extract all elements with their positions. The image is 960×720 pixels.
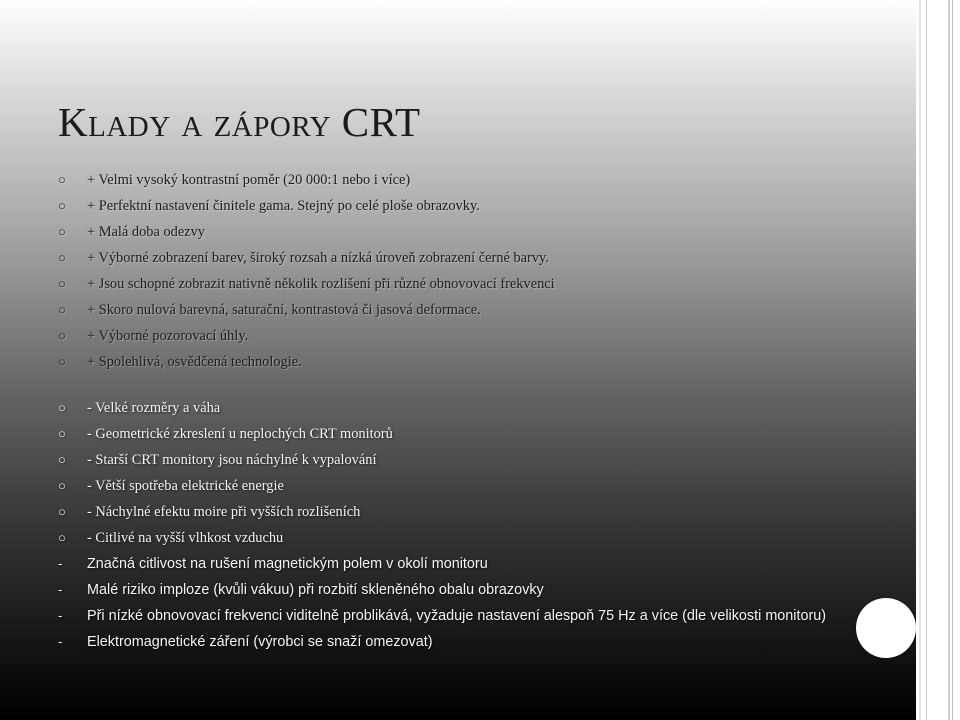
list-item bbox=[58, 555, 838, 573]
bullet-text: + Velmi vysoký kontrastní poměr (20 000:1 nebo i více) bbox=[87, 172, 411, 188]
bullet-marker: ○ bbox=[58, 400, 66, 415]
bullet-text: + Jsou schopné zobrazit nativně několik rozlišení při různé obnovovací frekvenci bbox=[87, 276, 555, 292]
list-item bbox=[58, 301, 838, 319]
bullet-marker: ○ bbox=[58, 276, 66, 291]
bullet-marker: ○ bbox=[58, 172, 66, 187]
bullet-text: + Výborné zobrazení barev, široký rozsah a nízká úroveň zobrazení černé barvy. bbox=[87, 250, 549, 266]
bullet-marker: ○ bbox=[58, 328, 66, 343]
slide-title: Klady a zápory CRT bbox=[58, 99, 421, 145]
bullet-text: - Geometrické zkreslení u neplochých CRT monitorů bbox=[87, 426, 393, 442]
bullet-text: - Starší CRT monitory jsou náchylné k vypalování bbox=[87, 452, 377, 468]
list-item bbox=[58, 399, 838, 417]
bullet-list bbox=[58, 171, 838, 651]
bullet-text: + Skoro nulová barevná, saturační, kontrastová či jasová deformace. bbox=[87, 302, 481, 318]
bullet-text: - Větší spotřeba elektrické energie bbox=[87, 478, 284, 494]
frame-stripe bbox=[919, 0, 921, 720]
list-item bbox=[58, 529, 838, 547]
bullet-marker: - bbox=[58, 608, 63, 623]
bullet-marker: ○ bbox=[58, 354, 66, 369]
bullet-text: Značná citlivost na rušení magnetickým polem v okolí monitoru bbox=[87, 556, 488, 572]
list-item bbox=[58, 275, 838, 293]
frame-stripe bbox=[948, 0, 950, 720]
bullet-marker: ○ bbox=[58, 426, 66, 441]
list-item bbox=[58, 171, 838, 189]
list-item bbox=[58, 425, 838, 443]
bullet-marker: ○ bbox=[58, 452, 66, 467]
bullet-text: Při nízké obnovovací frekvenci viditelně problikává, vyžaduje nastavení alespoň 75 Hz a více (dle velikosti monitoru) bbox=[87, 608, 827, 624]
decorative-circle bbox=[856, 598, 916, 658]
bullet-text: - Náchylné efektu moire při vyšších rozlišeních bbox=[87, 504, 361, 520]
list-item bbox=[58, 607, 838, 625]
bullet-text: - Velké rozměry a váha bbox=[87, 400, 221, 416]
bullet-marker: ○ bbox=[58, 504, 66, 519]
bullet-marker: ○ bbox=[58, 198, 66, 213]
list-item bbox=[58, 249, 838, 267]
frame-stripe bbox=[952, 0, 953, 720]
list-item bbox=[58, 503, 838, 521]
bullet-text: Elektromagnetické záření (výrobci se snaží omezovat) bbox=[87, 634, 433, 650]
list-item bbox=[58, 451, 838, 469]
bullet-text: + Malá doba odezvy bbox=[87, 224, 206, 240]
bullet-marker: ○ bbox=[58, 530, 66, 545]
list-item bbox=[58, 633, 838, 651]
list-item bbox=[58, 353, 838, 371]
list-item bbox=[58, 197, 838, 215]
bullet-marker: ○ bbox=[58, 478, 66, 493]
bullet-marker: - bbox=[58, 582, 63, 597]
bullet-text: - Citlivé na vyšší vlhkost vzduchu bbox=[87, 530, 284, 546]
bullet-text: Malé riziko imploze (kvůli vákuu) při rozbití skleněného obalu obrazovky bbox=[87, 582, 544, 598]
list-item bbox=[58, 477, 838, 495]
list-item bbox=[58, 581, 838, 599]
slide-right-frame bbox=[916, 0, 960, 720]
bullet-text: + Perfektní nastavení činitele gama. Stejný po celé ploše obrazovky. bbox=[87, 198, 480, 214]
bullet-marker: ○ bbox=[58, 250, 66, 265]
frame-stripe bbox=[926, 0, 927, 720]
list-item bbox=[58, 327, 838, 345]
bullet-marker: - bbox=[58, 556, 63, 571]
bullet-marker: - bbox=[58, 634, 63, 649]
bullet-marker: ○ bbox=[58, 302, 66, 317]
bullet-text: + Spolehlivá, osvědčená technologie. bbox=[87, 354, 302, 370]
bullet-marker: ○ bbox=[58, 224, 66, 239]
list-item bbox=[58, 223, 838, 241]
bullet-text: + Výborné pozorovací úhly. bbox=[87, 328, 249, 344]
